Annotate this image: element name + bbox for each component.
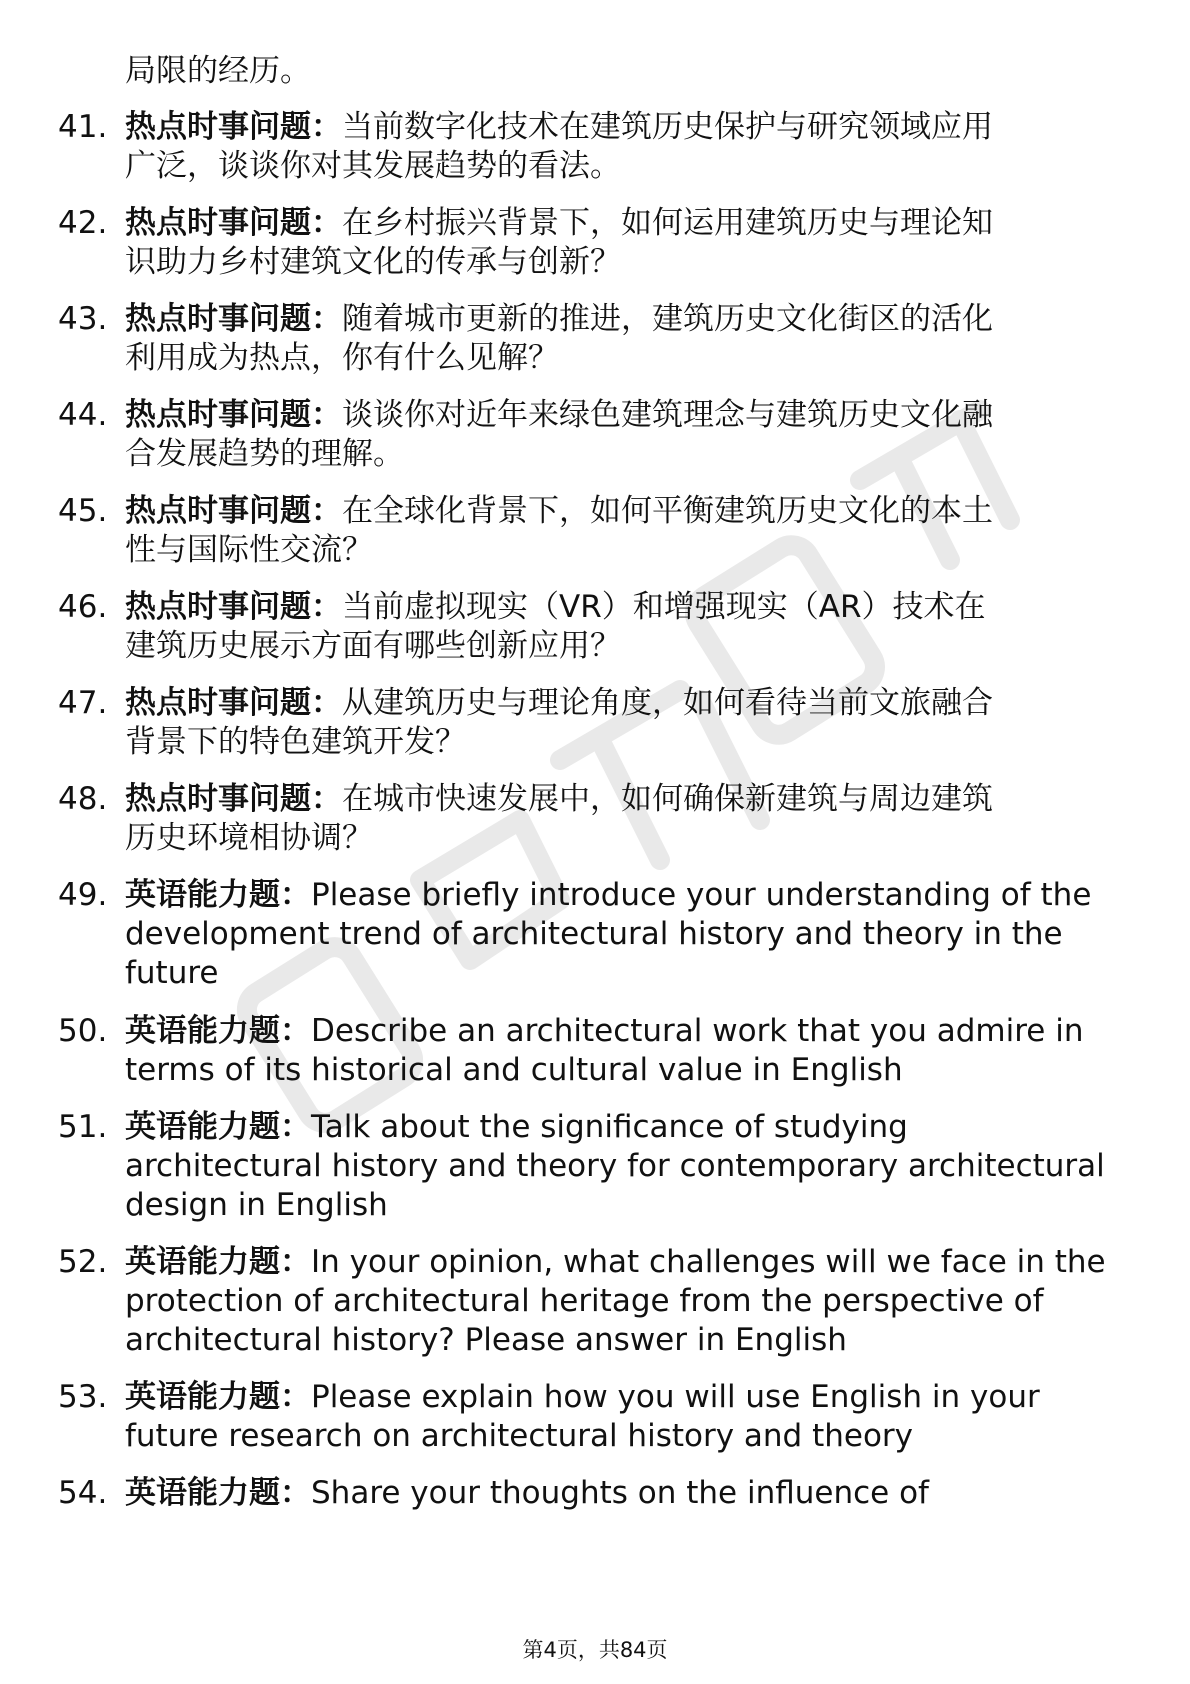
question-text: 背景下的特色建筑开发？ [125, 724, 466, 760]
question-category: 英语能力题： [125, 1475, 311, 1511]
question-number: 51. [58, 1109, 108, 1145]
question-text: Share your thoughts on the influence of [311, 1475, 929, 1511]
question-number: 45. [58, 493, 108, 529]
question-text: 当前虚拟现实（VR）和增强现实（AR）技术在 [342, 589, 986, 625]
question-text: 合发展趋势的理解。 [125, 436, 404, 472]
question-line [125, 625, 621, 667]
question-text: architectural history? Please answer in English [125, 1322, 847, 1358]
question-category: 英语能力题： [125, 1379, 311, 1415]
question-line [125, 337, 559, 379]
question-text: 识助力乡村建筑文化的传承与创新？ [125, 244, 621, 280]
question-number: 43. [58, 301, 108, 337]
question-line [125, 913, 1063, 955]
question-line [125, 1106, 908, 1148]
question-number: 42. [58, 205, 108, 241]
question-line [125, 1319, 847, 1361]
question-line [125, 433, 404, 475]
question-text: future [125, 955, 219, 991]
question-text: architectural history and theory for contemporary architectural [125, 1148, 1105, 1184]
question-number: 52. [58, 1244, 108, 1280]
question-text: 性与国际性交流？ [125, 532, 373, 568]
question-text: 随着城市更新的推进，建筑历史文化街区的活化 [342, 301, 993, 337]
question-text: protection of architectural heritage from the perspective of [125, 1283, 1044, 1319]
question-number: 46. [58, 589, 108, 625]
continuation-text: 局限的经历。 [125, 53, 311, 89]
question-category: 热点时事问题： [125, 781, 342, 817]
question-text: design in English [125, 1187, 388, 1223]
question-line [125, 1010, 1083, 1052]
question-text: 历史环境相协调？ [125, 820, 373, 856]
question-line [125, 778, 993, 820]
question-text: 建筑历史展示方面有哪些创新应用？ [125, 628, 621, 664]
question-text: Talk about the significance of studying [311, 1109, 908, 1145]
question-line [125, 490, 993, 532]
question-line [125, 952, 219, 994]
question-line [125, 1049, 903, 1091]
question-line [125, 1472, 929, 1514]
question-category: 热点时事问题： [125, 397, 342, 433]
question-number: 41. [58, 109, 108, 145]
question-number: 53. [58, 1379, 108, 1415]
question-line [125, 1241, 1106, 1283]
question-line [125, 586, 986, 628]
question-line [125, 682, 993, 724]
question-text: 谈谈你对近年来绿色建筑理念与建筑历史文化融 [342, 397, 993, 433]
question-text: 在乡村振兴背景下，如何运用建筑历史与理论知 [342, 205, 993, 241]
question-text: development trend of architectural history and theory in the [125, 916, 1063, 952]
question-category: 热点时事问题： [125, 493, 342, 529]
question-category: 热点时事问题： [125, 109, 342, 145]
question-line [125, 1145, 1105, 1187]
question-category: 英语能力题： [125, 1244, 311, 1280]
question-category: 英语能力题： [125, 1013, 311, 1049]
question-text: In your opinion, what challenges will we face in the [311, 1244, 1106, 1280]
question-category: 热点时事问题： [125, 685, 342, 721]
question-text: 广泛，谈谈你对其发展趋势的看法。 [125, 148, 621, 184]
question-line [125, 1280, 1044, 1322]
question-category: 热点时事问题： [125, 589, 342, 625]
page-footer: 第4页，共84页 [522, 1638, 668, 1662]
question-category: 热点时事问题： [125, 205, 342, 241]
question-text: 在全球化背景下，如何平衡建筑历史文化的本土 [342, 493, 993, 529]
question-number: 50. [58, 1013, 108, 1049]
question-line [125, 1184, 388, 1226]
question-line [125, 202, 993, 244]
question-number: 49. [58, 877, 108, 913]
question-text: terms of its historical and cultural value in English [125, 1052, 903, 1088]
question-line [125, 721, 466, 763]
question-text: 在城市快速发展中，如何确保新建筑与周边建筑 [342, 781, 993, 817]
question-text: Describe an architectural work that you admire in [311, 1013, 1084, 1049]
question-line [125, 106, 993, 148]
question-line [125, 817, 373, 859]
question-line [125, 874, 1091, 916]
question-number: 54. [58, 1475, 108, 1511]
question-text: Please explain how you will use English in your [311, 1379, 1040, 1415]
question-line [125, 1415, 913, 1457]
question-number: 47. [58, 685, 108, 721]
question-line [125, 298, 993, 340]
question-line [125, 529, 373, 571]
question-text: future research on architectural history and theory [125, 1418, 914, 1454]
question-line [125, 145, 621, 187]
question-text: Please briefly introduce your understanding of the [311, 877, 1092, 913]
question-number: 48. [58, 781, 108, 817]
question-line [125, 394, 993, 436]
question-text: 从建筑历史与理论角度，如何看待当前文旅融合 [342, 685, 993, 721]
question-text: 当前数字化技术在建筑历史保护与研究领域应用 [342, 109, 993, 145]
question-category: 热点时事问题： [125, 301, 342, 337]
question-line [125, 1376, 1040, 1418]
question-number: 44. [58, 397, 108, 433]
question-line [125, 241, 621, 283]
question-category: 英语能力题： [125, 877, 311, 913]
question-text: 利用成为热点，你有什么见解？ [125, 340, 559, 376]
question-category: 英语能力题： [125, 1109, 311, 1145]
